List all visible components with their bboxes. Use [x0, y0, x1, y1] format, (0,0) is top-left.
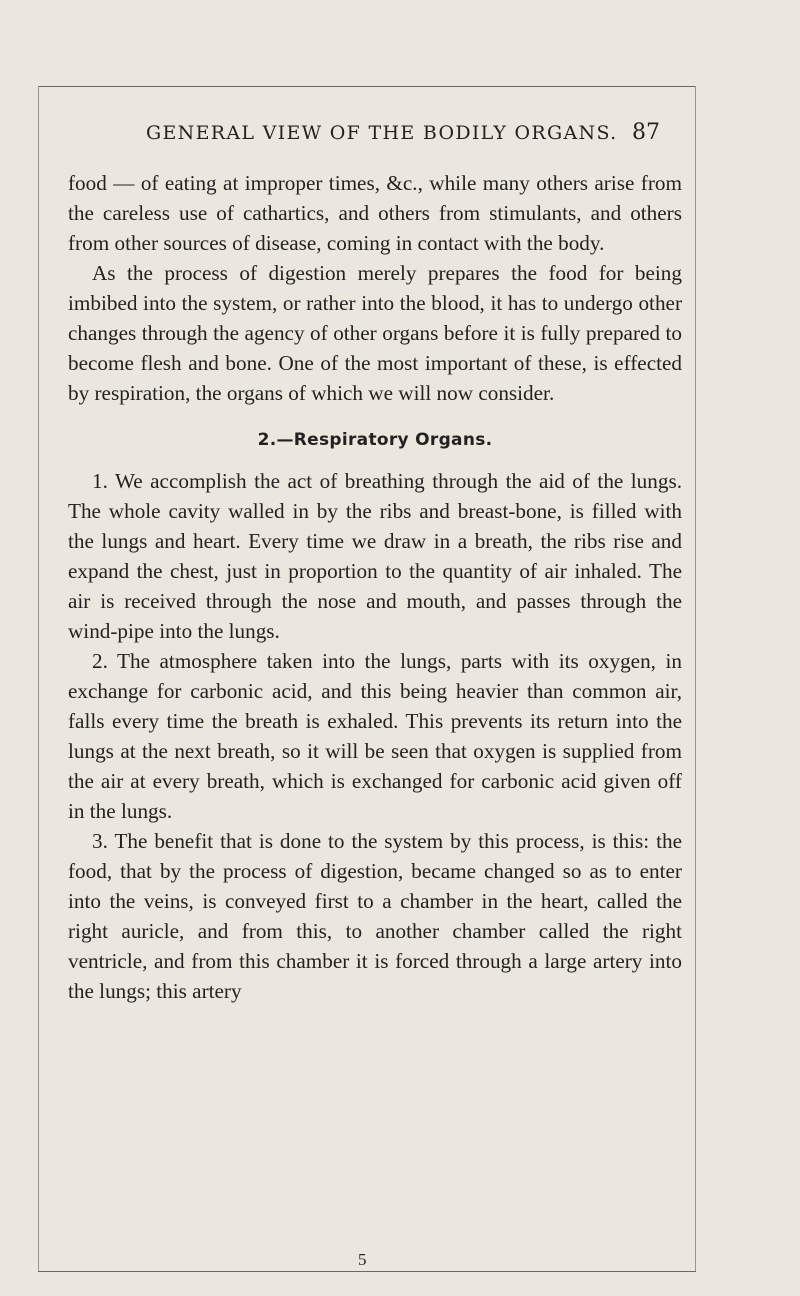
paragraph-1: 1. We accomplish the act of breathing through the aid of the lungs. The whole cavity walled in by the ribs and breast-bone, is filled with the lungs and heart. Every time we draw in a breath, the ribs rise and expand the chest, just in proportion to the quantity of air inhaled. The air is received through the nose and mouth, and passes through the wind-pipe into the lungs. [68, 469, 682, 643]
page-border-top [38, 86, 696, 87]
section-heading: 2.—Respiratory Organs. [257, 430, 493, 450]
intro-continuation-paragraph: food — of eating at improper times, &c., while many others arise from the careless use of cathartics, and others from stimulants, and others from other sources of disease, coming in contact with the body. [68, 171, 682, 255]
running-head [0, 122, 800, 152]
signature-mark: 5 [358, 1250, 367, 1269]
page-border-bottom [38, 1271, 696, 1272]
digestion-paragraph: As the process of digestion merely prepares the food for being imbibed into the system, or rather into the blood, it has to undergo other changes through the agency of other organs before it is fully prepared to become flesh and bone. One of the most important of these, is effected by respiration, the organs of which we will now consider. [68, 261, 682, 405]
page-border-left [38, 86, 39, 1272]
page-border-right [695, 86, 696, 1272]
running-title: GENERAL VIEW OF THE BODILY ORGANS. [146, 122, 618, 144]
body-text [68, 168, 682, 1006]
page-number: 87 [632, 120, 660, 145]
paragraph-2: 2. The atmosphere taken into the lungs, parts with its oxygen, in exchange for carbonic acid, and this being heavier than common air, falls every time the breath is exhaled. This prevents its return into the lungs at the next breath, so it will be seen that oxygen is supplied from the air at every breath, which is exchanged for carbonic acid given off in the lungs. [68, 649, 682, 823]
paragraph-3: 3. The benefit that is done to the system by this process, is this: the food, that by the process of digestion, became changed so as to enter into the veins, is conveyed first to a chamber in the heart, called the right auricle, and from this, to another chamber called the right ventricle, and from this chamber it is forced through a large artery into the lungs; this artery [68, 829, 682, 1003]
